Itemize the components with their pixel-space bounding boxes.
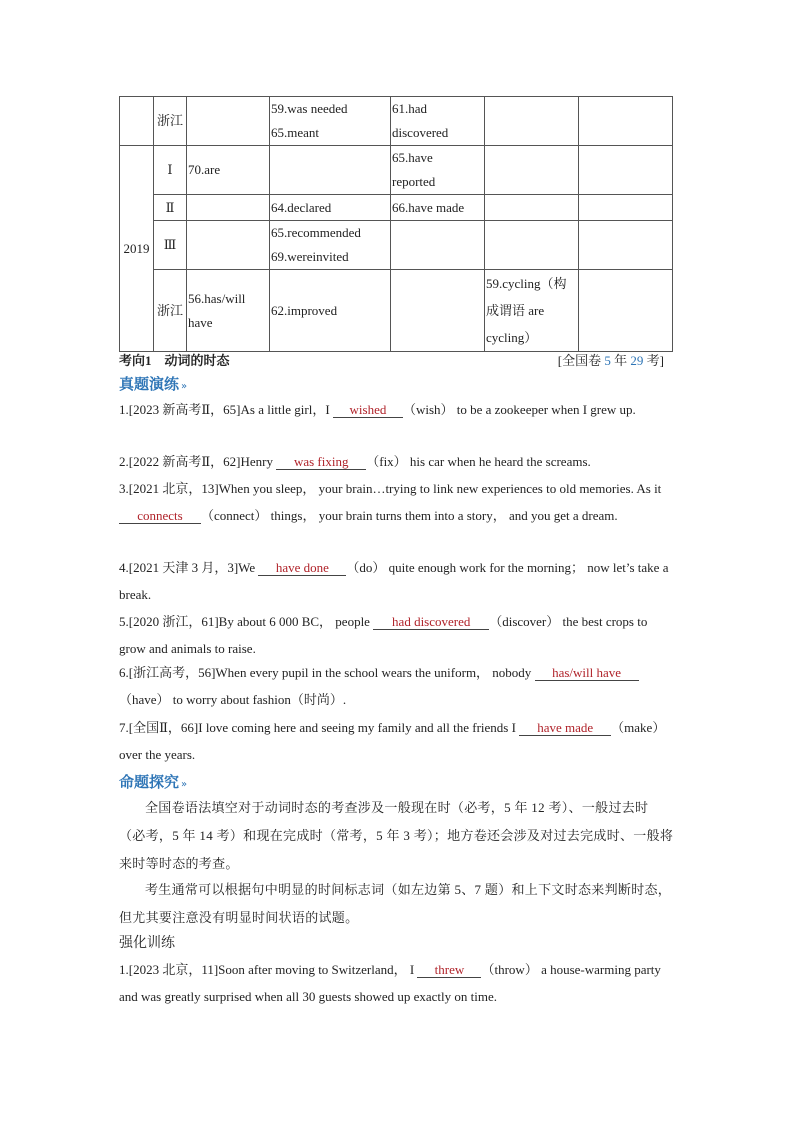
chevron-icon: » bbox=[181, 381, 188, 392]
table-cell bbox=[391, 221, 485, 270]
tense-table bbox=[119, 96, 673, 352]
answer-blank: was fixing bbox=[276, 454, 366, 470]
stats-count: 29 bbox=[630, 353, 644, 368]
table-cell bbox=[579, 195, 673, 221]
explore-title-text: 命题探究 bbox=[119, 773, 180, 791]
table-cell bbox=[391, 97, 485, 146]
question-item bbox=[119, 957, 674, 1010]
practice-title bbox=[119, 373, 187, 394]
question-item bbox=[119, 555, 674, 608]
question-text: （fix） his car when he heard the screams. bbox=[366, 454, 591, 469]
chevron-icon: » bbox=[181, 779, 188, 790]
answer-blank: have made bbox=[519, 720, 611, 736]
table-row bbox=[120, 221, 673, 270]
question-text: （wish） to be a zookeeper when I grew up. bbox=[402, 402, 636, 417]
table-cell bbox=[579, 221, 673, 270]
cell-line: 65.recommended bbox=[271, 225, 361, 240]
table-cell bbox=[485, 97, 579, 146]
table-cell-year bbox=[120, 97, 154, 146]
practice-title-text: 真题演练 bbox=[119, 375, 180, 393]
table-cell-volume: Ⅲ bbox=[154, 221, 187, 270]
answer-blank: have done bbox=[258, 560, 346, 576]
table-cell bbox=[485, 146, 579, 195]
table-cell bbox=[187, 221, 270, 270]
cell-line: 65.meant bbox=[271, 125, 320, 140]
question-item bbox=[119, 476, 674, 529]
cell-line: discovered bbox=[392, 125, 449, 140]
cell-line: 56.has/will bbox=[188, 290, 246, 306]
table-cell-volume: 浙江 bbox=[154, 97, 187, 146]
cell-line: 成谓语 are bbox=[486, 303, 545, 318]
stats-prefix: [全国卷 bbox=[557, 353, 605, 368]
question-text: （connect） things， your brain turns them into a story， and you get a dream. bbox=[201, 507, 618, 523]
cell-line: 70.are bbox=[188, 162, 221, 177]
question-text: （make） over the years. bbox=[119, 720, 666, 762]
cell-line: 61.had bbox=[392, 101, 428, 116]
question-text: 6.[浙江高考，56]When every pupil in the school wears the uniform， nobody bbox=[119, 665, 535, 680]
stats-suffix: 考] bbox=[643, 353, 664, 368]
table-cell-volume: Ⅰ bbox=[154, 146, 187, 195]
section-title: 考向1 动词的时态 bbox=[119, 353, 230, 368]
question-text: （have） to worry about fashion（时尚）. bbox=[119, 691, 347, 707]
question-text: 2.[2022 新高考Ⅱ，62]Henry bbox=[119, 454, 277, 469]
cell-line: 59.cycling（构 bbox=[486, 276, 567, 291]
cell-line: 62.improved bbox=[271, 302, 338, 318]
question-text: 5.[2020 浙江，61]By about 6 000 BC， people bbox=[119, 614, 374, 629]
table-row bbox=[120, 195, 673, 221]
question-item bbox=[119, 660, 674, 713]
cell-line: 64.declared bbox=[271, 199, 332, 215]
question-text: 7.[全国Ⅱ，66]I love coming here and seeing my family and all the friends I bbox=[119, 720, 520, 735]
answer-blank: wished bbox=[333, 402, 403, 418]
question-item bbox=[119, 397, 674, 424]
table-cell bbox=[187, 270, 270, 352]
table-cell bbox=[579, 146, 673, 195]
question-text: 1.[2023 北京，11]Soon after moving to Switzerland， I bbox=[119, 962, 418, 977]
table-cell bbox=[270, 221, 391, 270]
training-title: 强化训练 bbox=[119, 935, 175, 951]
table-cell bbox=[485, 195, 579, 221]
answer-blank: threw bbox=[417, 962, 481, 978]
question-text: （throw） a house-warming party and was greatly surprised when all 30 guests showed up exactly on time. bbox=[119, 962, 661, 1004]
table-cell bbox=[187, 195, 270, 221]
table-cell bbox=[579, 270, 673, 352]
answer-blank: has/will have bbox=[535, 665, 639, 681]
table-cell bbox=[391, 195, 485, 221]
cell-line: cycling） bbox=[486, 330, 538, 345]
section-heading bbox=[119, 350, 664, 369]
answer-blank: had discovered bbox=[373, 614, 489, 630]
question-text: （do） quite enough work for the morning； now let’s take a break. bbox=[119, 560, 669, 602]
table-cell bbox=[485, 270, 579, 352]
cell-line: 65.have bbox=[392, 150, 433, 165]
explore-paragraph: 考生通常可以根据句中明显的时间标志词（如左边第 5、7 题）和上下文时态来判断时态，但尤其要注意没有明显时间状语的试题。 bbox=[119, 882, 672, 925]
question-text: 3.[2021 北京，13]When you sleep， your brain…trying to link new experiences to old memories. As it bbox=[119, 481, 662, 496]
question-item bbox=[119, 609, 674, 662]
table-cell bbox=[485, 221, 579, 270]
cell-line: 69.wereinvited bbox=[271, 249, 349, 264]
stats-mid: 年 bbox=[610, 353, 631, 368]
table-cell-volume: 浙江 bbox=[154, 270, 187, 352]
table-cell bbox=[270, 146, 391, 195]
table-cell bbox=[187, 146, 270, 195]
table-cell bbox=[270, 270, 391, 352]
section-stats bbox=[558, 350, 664, 369]
question-text: （discover） the best crops to grow and animals to raise. bbox=[119, 614, 648, 656]
table-cell bbox=[270, 97, 391, 146]
stats-years: 5 bbox=[604, 353, 611, 368]
table-cell-volume: Ⅱ bbox=[154, 195, 187, 221]
answer-blank: connects bbox=[119, 508, 201, 524]
table-cell bbox=[270, 195, 391, 221]
table-cell-year: 2019 bbox=[120, 146, 154, 352]
question-text: 4.[2021 天津 3 月，3]We bbox=[119, 560, 259, 575]
cell-line: 66.have made bbox=[392, 199, 465, 215]
table-row bbox=[120, 270, 673, 352]
cell-line: 59.was needed bbox=[271, 101, 348, 116]
cell-line: reported bbox=[392, 174, 436, 189]
table-cell bbox=[391, 146, 485, 195]
question-item bbox=[119, 715, 674, 768]
table-row bbox=[120, 146, 673, 195]
table-row bbox=[120, 97, 673, 146]
table-cell bbox=[579, 97, 673, 146]
question-text: 1.[2023 新高考Ⅱ，65]As a little girl，I bbox=[119, 402, 333, 417]
explore-title bbox=[119, 771, 187, 792]
explore-paragraph: 全国卷语法填空对于动词时态的考查涉及一般现在时（必考，5 年 12 考）、一般过去时（必考，5 年 14 考）和现在完成时（常考，5 年 3 考）；地方卷还会涉及对过去完成时、一般将来时等时态的考查。 bbox=[119, 800, 674, 871]
table-cell bbox=[187, 97, 270, 146]
table-cell bbox=[391, 270, 485, 352]
question-item bbox=[119, 449, 674, 476]
cell-line: have bbox=[188, 314, 213, 330]
